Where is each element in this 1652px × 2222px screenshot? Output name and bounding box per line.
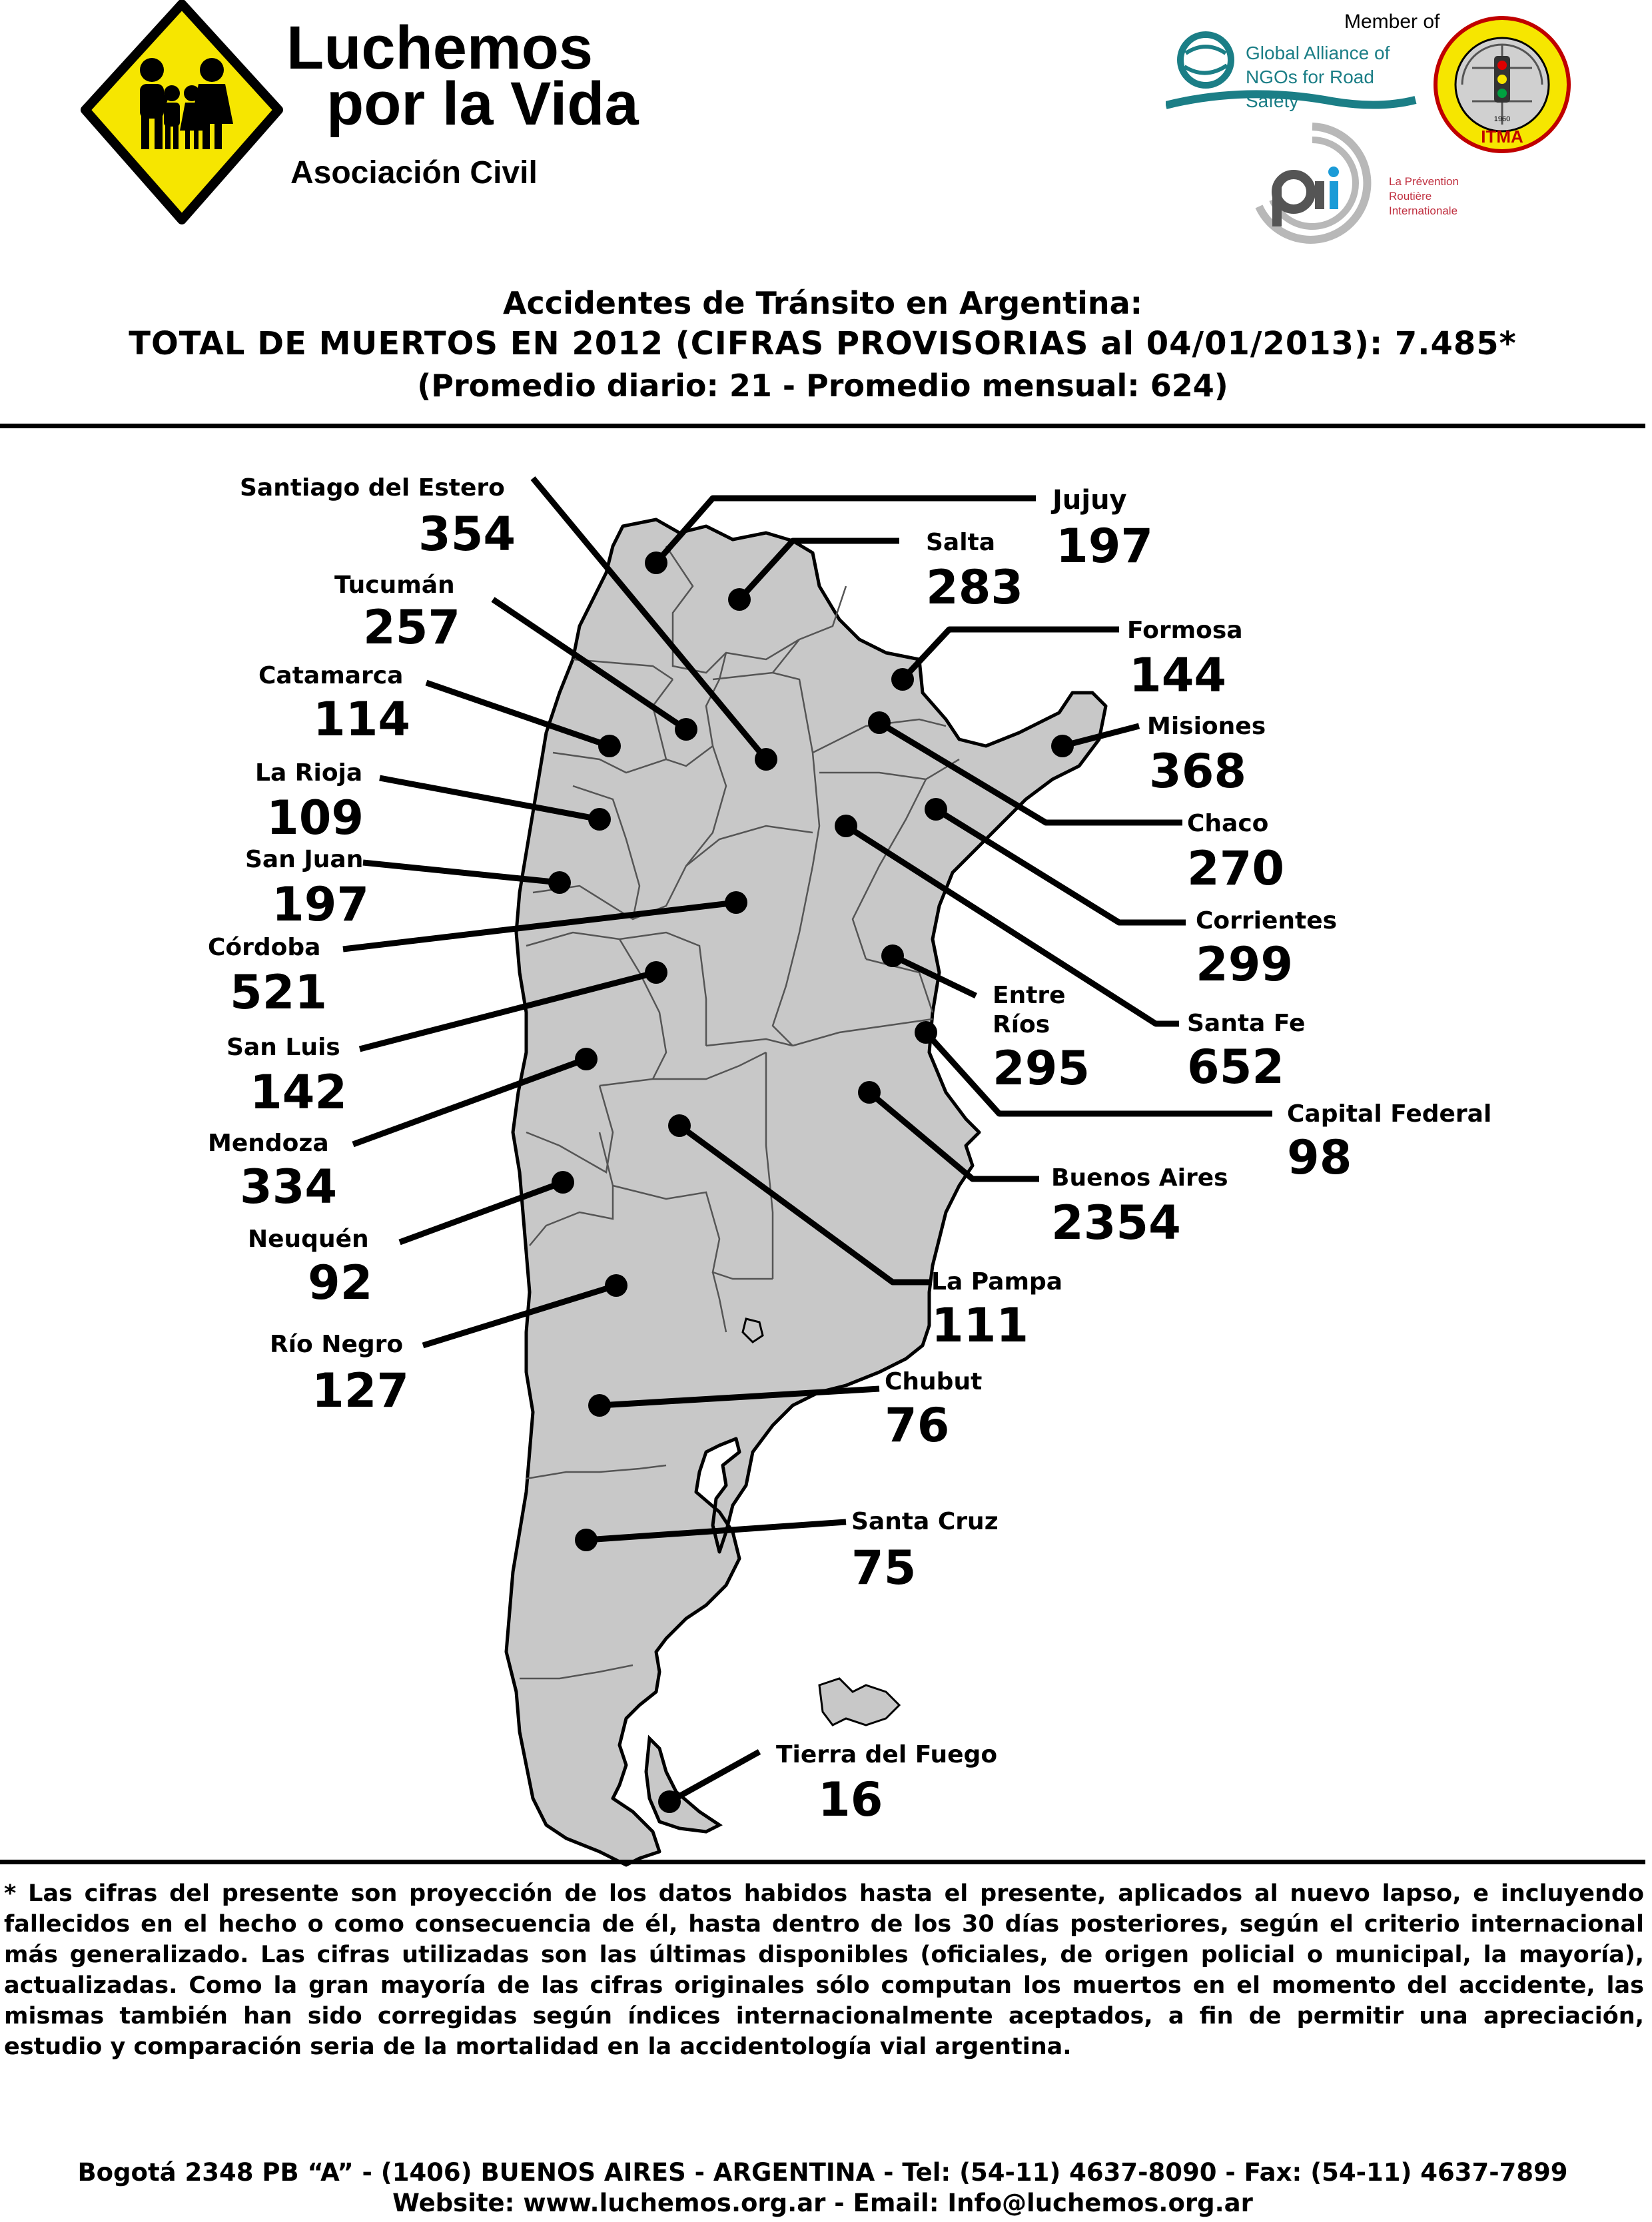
province-label: Formosa bbox=[1127, 617, 1243, 644]
itma-abbr-text: ITMA bbox=[1481, 127, 1523, 147]
province-value: 334 bbox=[240, 1160, 338, 1214]
province-label: Mendoza bbox=[208, 1130, 329, 1157]
province-label: Salta bbox=[926, 529, 996, 556]
province-label: Santa Fe bbox=[1187, 1010, 1306, 1037]
footer-address: Bogotá 2348 PB “A” - (1406) BUENOS AIRES - ARGENTINA - Tel: (54-11) 4637-8090 - Fax: (54-11) 4637-7899 bbox=[77, 2158, 1568, 2187]
prp-text: La Prévention Routière Internationale bbox=[1389, 175, 1459, 217]
province-label: Río Negro bbox=[270, 1331, 404, 1358]
leader-tucuman bbox=[493, 599, 686, 729]
province-label: Santiago del Estero bbox=[240, 474, 505, 502]
province-label: Tucumán bbox=[334, 571, 455, 599]
province-value: 127 bbox=[312, 1363, 410, 1418]
province-value: 98 bbox=[1287, 1130, 1352, 1185]
header-title: Accidentes de Tránsito en Argentina: bbox=[502, 285, 1143, 321]
province-label: Chubut bbox=[885, 1368, 983, 1395]
province-value: 257 bbox=[363, 600, 461, 655]
province-label: Jujuy bbox=[1052, 485, 1127, 516]
leader-cordoba bbox=[343, 903, 736, 949]
footer-web: Website: www.luchemos.org.ar - Email: Info@luchemos.org.ar bbox=[392, 2189, 1253, 2217]
leader-chubut bbox=[600, 1389, 879, 1405]
org-name-line1: Luchemos bbox=[286, 14, 594, 82]
leader-salta bbox=[739, 541, 899, 599]
province-label: Córdoba bbox=[208, 934, 321, 961]
province-label: Entre bbox=[993, 982, 1066, 1009]
province-value: 295 bbox=[993, 1041, 1090, 1096]
province-value: 270 bbox=[1187, 841, 1285, 896]
leader-catamarca bbox=[426, 683, 610, 746]
leader-tdf bbox=[669, 1752, 759, 1802]
province-label: La Rioja bbox=[255, 759, 363, 787]
province-value: 16 bbox=[818, 1772, 883, 1827]
global-alliance-text: Global Alliance of NGOs for Road Safety bbox=[1246, 43, 1390, 111]
province-label: Capital Federal bbox=[1287, 1100, 1492, 1128]
header-averages: (Promedio diario: 21 - Promedio mensual: 624) bbox=[417, 368, 1228, 404]
province-value: 354 bbox=[418, 507, 516, 561]
leader-lapampa bbox=[679, 1126, 929, 1282]
province-value: 521 bbox=[230, 965, 328, 1020]
leader-sanjuan bbox=[363, 863, 560, 883]
province-value: 142 bbox=[250, 1065, 348, 1120]
province-value: 75 bbox=[851, 1541, 917, 1595]
province-label: Ríos bbox=[993, 1011, 1050, 1038]
province-value: 197 bbox=[272, 877, 370, 932]
province-label: Misiones bbox=[1147, 713, 1266, 740]
province-value: 109 bbox=[266, 791, 364, 845]
province-value: 652 bbox=[1187, 1040, 1285, 1094]
province-label: Chaco bbox=[1187, 810, 1269, 837]
province-label: Catamarca bbox=[258, 662, 404, 689]
province-value: 111 bbox=[931, 1298, 1029, 1353]
province-dots bbox=[548, 552, 1074, 1813]
leader-santiago bbox=[533, 478, 766, 759]
org-name-line2: por la Vida bbox=[326, 70, 639, 138]
leader-rionegro bbox=[423, 1286, 616, 1345]
province-value: 76 bbox=[885, 1398, 950, 1453]
province-value: 368 bbox=[1149, 744, 1247, 799]
province-label: Buenos Aires bbox=[1051, 1164, 1228, 1192]
province-value: 299 bbox=[1196, 937, 1294, 992]
province-value: 92 bbox=[308, 1256, 373, 1310]
leader-neuquen bbox=[400, 1182, 563, 1242]
itma-year-text: 1960 bbox=[1493, 115, 1511, 123]
province-label: Tierra del Fuego bbox=[776, 1741, 998, 1768]
province-label: San Luis bbox=[226, 1034, 340, 1061]
bottom-rule bbox=[0, 1860, 1645, 1864]
leader-entrerios bbox=[893, 956, 976, 996]
leader-sanluis bbox=[360, 972, 656, 1049]
leader-bsas bbox=[869, 1092, 1039, 1179]
leader-formosa bbox=[903, 629, 1119, 679]
leader-misiones bbox=[1062, 726, 1139, 746]
leader-larioja bbox=[380, 778, 600, 819]
province-label: La Pampa bbox=[931, 1268, 1063, 1296]
org-subtitle: Asociación Civil bbox=[290, 155, 538, 190]
province-value: 144 bbox=[1129, 648, 1227, 703]
province-label: San Juan bbox=[245, 846, 364, 873]
province-value: 283 bbox=[926, 560, 1024, 615]
province-label: Corrientes bbox=[1196, 907, 1338, 934]
footnote: * Las cifras del presente son proyección de los datos habidos hasta el presente, aplicados al nuevo lapso, e incluyendo fallecidos en el hecho o como consecuencia de él, hasta dentro de los 30 días posteriores, según el criterio internacional más generalizado. Las cifras utilizadas son las últimas disponibles (oficiales, de origen policial o municipal, la mayoría), actualizadas. Como la gran mayoría de las cifras originales sólo computan los muertos en el momento del accidente, las mismas también han sido corregidas según índices internacionalmente aceptados, a fin de permitir una apreciación, estudio y comparación seria de la mortalidad en la accidentología vial argentina. bbox=[4, 1880, 1644, 2060]
header-total: TOTAL DE MUERTOS EN 2012 (CIFRAS PROVISORIAS al 04/01/2013): 7.485* bbox=[129, 325, 1517, 362]
province-value: 197 bbox=[1056, 519, 1154, 573]
province-label: Neuquén bbox=[248, 1226, 369, 1253]
province-value: 2354 bbox=[1051, 1196, 1181, 1250]
leader-santacruz bbox=[586, 1522, 846, 1540]
province-value: 114 bbox=[313, 692, 411, 747]
province-label: Santa Cruz bbox=[851, 1508, 999, 1535]
member-of-label: Member of bbox=[1344, 11, 1440, 33]
leader-mendoza bbox=[353, 1059, 586, 1144]
